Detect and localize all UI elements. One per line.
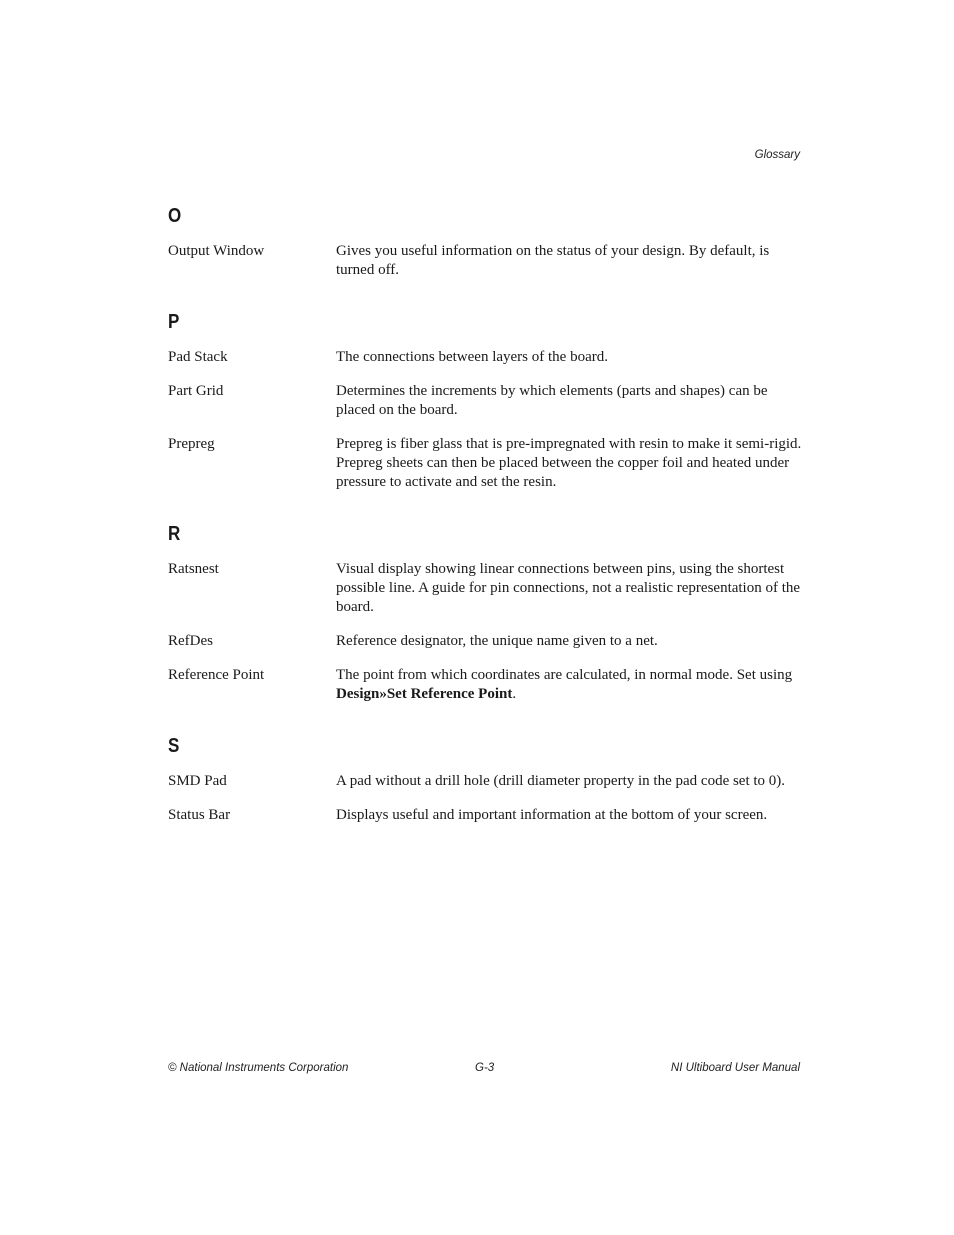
glossary-term: SMD Pad: [168, 773, 227, 789]
section-letter: O: [168, 205, 182, 227]
glossary-definition: Reference designator, the unique name given to a net.: [336, 633, 658, 649]
glossary-definition: A pad without a drill hole (drill diameter property in the pad code set to 0).: [336, 773, 786, 789]
glossary-entry: [168, 806, 802, 825]
definition-text: The point from which coordinates are calculated, in normal mode. Set using: [336, 667, 793, 683]
glossary-entry: [168, 242, 802, 280]
glossary-term: Status Bar: [168, 807, 231, 823]
footer-copyright: © National Instruments Corporation: [168, 1062, 349, 1074]
section-letter: S: [168, 735, 180, 757]
glossary-section-p: [168, 306, 802, 492]
glossary-term: Output Window: [168, 243, 265, 259]
glossary-entry: [168, 772, 802, 791]
glossary-entry: [168, 435, 802, 492]
glossary-content: [168, 200, 802, 851]
glossary-term: Pad Stack: [168, 349, 228, 365]
glossary-entry: [168, 560, 802, 617]
glossary-definition: Visual display showing linear connections between pins, using the shortest possible line. A guide for pin connections, not a realistic representation of the board.: [336, 561, 801, 615]
glossary-definition: [336, 666, 802, 704]
glossary-entry: [168, 632, 802, 651]
glossary-term: Prepreg: [168, 436, 215, 452]
footer-manual-title: NI Ultiboard User Manual: [670, 1062, 800, 1074]
glossary-entry: [168, 382, 802, 420]
running-header: Glossary: [754, 149, 800, 161]
glossary-term: Part Grid: [168, 383, 224, 399]
glossary-entry: [168, 666, 802, 704]
glossary-section-o: [168, 200, 802, 280]
glossary-entry: [168, 348, 802, 367]
page-number: G-3: [475, 1062, 495, 1074]
section-letter: P: [168, 311, 180, 333]
glossary-term: Reference Point: [168, 667, 265, 683]
glossary-definition: Gives you useful information on the status of your design. By default, is turned off.: [336, 243, 770, 278]
glossary-term: RefDes: [168, 633, 213, 649]
glossary-section-s: [168, 730, 802, 825]
menu-path: Design»Set Reference Point: [336, 686, 513, 702]
definition-text: .: [512, 686, 517, 702]
glossary-definition: Determines the increments by which elements (parts and shapes) can be placed on the board.: [336, 383, 768, 418]
glossary-section-r: [168, 518, 802, 704]
page-footer: [168, 1062, 802, 1078]
glossary-definition: The connections between layers of the board.: [336, 349, 608, 365]
section-letter: R: [168, 523, 181, 545]
glossary-definition: Prepreg is fiber glass that is pre-impregnated with resin to make it semi-rigid. Prepreg sheets can then be placed between the copper foil and heated under pressure to activate and set the resin.: [336, 436, 802, 490]
glossary-term: Ratsnest: [168, 561, 219, 577]
glossary-definition: Displays useful and important information at the bottom of your screen.: [336, 807, 768, 823]
